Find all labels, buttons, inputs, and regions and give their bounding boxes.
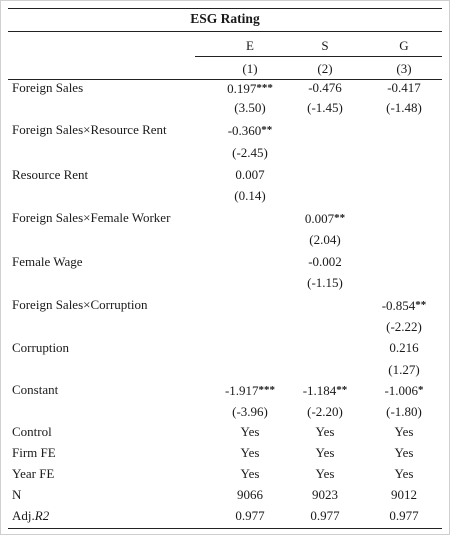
row-label: Foreign Sales×Female Worker [12, 210, 171, 225]
row-label: Foreign Sales×Resource Rent [12, 122, 167, 137]
row-value-col1: Yes [240, 424, 260, 439]
significance-stars: * [418, 384, 424, 396]
row-value-col2: (2.04) [309, 232, 341, 247]
row-value-col1: 0.977 [235, 508, 265, 523]
row-value-col2: Yes [315, 445, 335, 460]
row-label: Constant [12, 382, 59, 397]
row-value-col2: -1.184** [302, 383, 348, 398]
row-label: Female Wage [12, 254, 83, 269]
row-value-col2: Yes [315, 466, 335, 481]
column-number-1: (1) [242, 61, 258, 76]
row-label: Control [12, 424, 52, 439]
row-value-col2: 0.977 [310, 508, 340, 523]
row-value-col3: Yes [394, 424, 414, 439]
row-label: Firm FE [12, 445, 56, 460]
row-label: N [12, 487, 22, 502]
column-head-s: S [321, 38, 329, 53]
row-label: Year FE [12, 466, 55, 481]
row-value-col2: (-1.15) [307, 275, 343, 290]
row-value-col1: (-2.45) [232, 145, 268, 160]
row-value-col1: 9066 [237, 487, 263, 502]
row-value-col3: 0.977 [389, 508, 419, 523]
row-value-col2: -0.476 [308, 80, 342, 95]
row-label: Foreign Sales×Corruption [12, 297, 148, 312]
row-value-col1: (3.50) [234, 100, 266, 115]
bottom-rule [8, 528, 442, 529]
row-value-col3: -0.854** [381, 298, 427, 313]
significance-stars: ** [336, 384, 348, 396]
row-value-col1: -1.917*** [224, 383, 276, 398]
title-rule [8, 31, 442, 32]
table-title: ESG Rating [190, 11, 260, 26]
column-head-e: E [246, 38, 254, 53]
column-head-rule [195, 56, 442, 57]
row-value-col3: 0.216 [389, 340, 419, 355]
row-value-col2: -0.002 [308, 254, 342, 269]
row-value-col3: 9012 [391, 487, 417, 502]
row-value-col3: (-1.80) [386, 404, 422, 419]
row-value-col1: Yes [240, 445, 260, 460]
row-value-col3: (1.27) [388, 362, 420, 377]
row-label: Foreign Sales [12, 80, 84, 95]
row-value-col3: -1.006* [384, 383, 424, 398]
row-value-col2: (-1.45) [307, 100, 343, 115]
row-value-col3: Yes [394, 445, 414, 460]
top-rule [8, 8, 442, 9]
row-value-col1: (0.14) [234, 188, 266, 203]
row-label: Adj.R2 [12, 508, 50, 523]
row-value-col2: 9023 [312, 487, 338, 502]
row-value-col3: (-1.48) [386, 100, 422, 115]
row-value-col2: (-2.20) [307, 404, 343, 419]
significance-stars: ** [334, 212, 346, 224]
row-value-col1: 0.197*** [227, 81, 273, 96]
row-value-col2: Yes [315, 424, 335, 439]
significance-stars: *** [258, 384, 276, 396]
row-value-col1: 0.007 [235, 167, 265, 182]
row-label: Corruption [12, 340, 70, 355]
row-value-col3: (-2.22) [386, 319, 422, 334]
significance-stars: ** [415, 299, 427, 311]
row-value-col2: 0.007** [304, 211, 346, 226]
row-value-col1: -0.360** [227, 123, 273, 138]
significance-stars: *** [256, 82, 273, 94]
row-value-col1: (-3.96) [232, 404, 268, 419]
row-value-col3: -0.417 [387, 80, 421, 95]
row-value-col3: Yes [394, 466, 414, 481]
row-value-col1: Yes [240, 466, 260, 481]
column-number-3: (3) [396, 61, 412, 76]
row-label: Resource Rent [12, 167, 89, 182]
column-number-2: (2) [317, 61, 333, 76]
column-head-g: G [399, 38, 409, 53]
significance-stars: ** [261, 124, 273, 136]
